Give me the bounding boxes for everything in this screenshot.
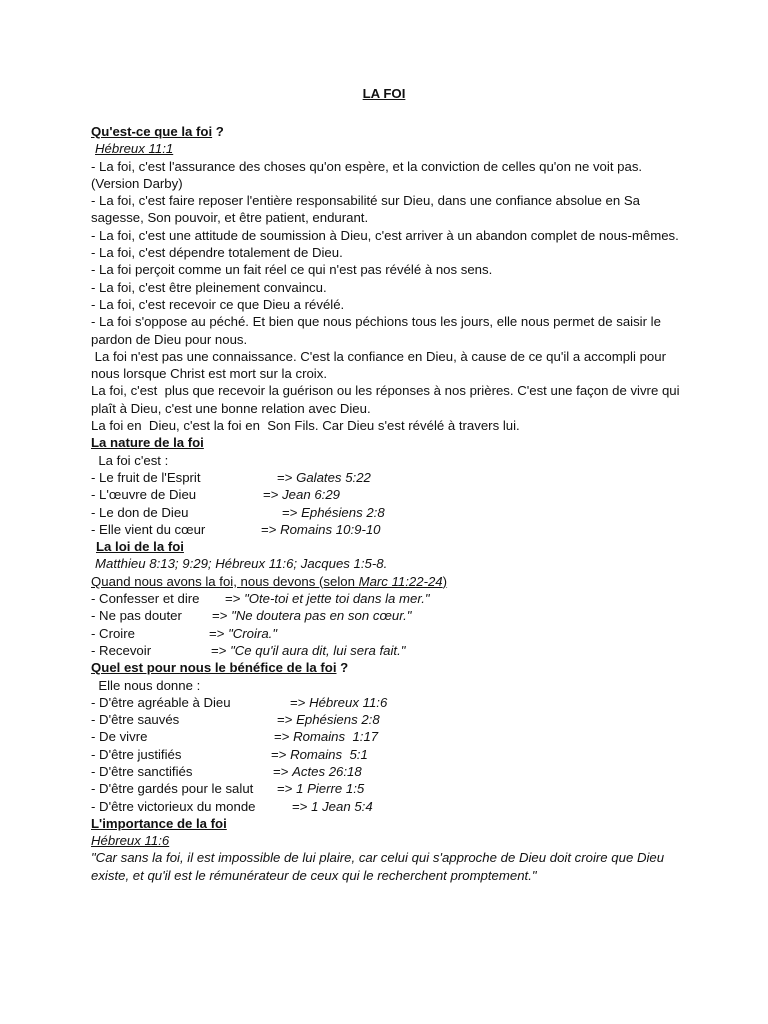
scripture-references: Matthieu 8:13; 9:29; Hébreux 11:6; Jacques 1:5-8. bbox=[95, 556, 388, 572]
document-body bbox=[91, 123, 687, 884]
list-item: - Le fruit de l'Esprit => Galates 5:22 bbox=[91, 469, 371, 485]
list-intro: Elle nous donne : bbox=[91, 677, 201, 693]
list-item: - D'être victorieux du monde => 1 Jean 5:4 bbox=[91, 798, 373, 814]
paragraph: - La foi, c'est dépendre totalement de Dieu. bbox=[91, 245, 343, 261]
paragraph: - La foi s'oppose au péché. Et bien que nous péchions tous les jours, elle nous permet de saisir le pardon de Dieu pour nous. bbox=[91, 314, 661, 347]
document-title: LA FOI bbox=[362, 86, 406, 101]
list-item: - Confesser et dire => "Ote-toi et jette toi dans la mer." bbox=[91, 591, 430, 607]
scripture-quote: "Car sans la foi, il est impossible de lui plaire, car celui qui s'approche de Dieu doit croire que Dieu existe, et qu'il est le rémunérateur de ceux qui le recherchent promptement." bbox=[91, 850, 665, 883]
list-item: - Croire => "Croira." bbox=[91, 625, 278, 641]
list-item: - Elle vient du cœur => Romains 10:9-10 bbox=[91, 521, 381, 537]
list-item: - De vivre => Romains 1:17 bbox=[91, 729, 379, 745]
list-item: - Ne pas douter => "Ne doutera pas en son cœur." bbox=[91, 608, 412, 624]
paragraph: - La foi, c'est une attitude de soumission à Dieu, c'est arriver à un abandon complet de nous-mêmes. bbox=[91, 227, 679, 243]
list-item: - D'être sanctifiés => Actes 26:18 bbox=[91, 763, 362, 779]
paragraph: - La foi, c'est faire reposer l'entière responsabilité sur Dieu, dans une confiance absolue en Sa sagesse, Son pouvoir, et être patient, endurant. bbox=[91, 193, 640, 226]
nature-list bbox=[91, 469, 687, 538]
paragraph: La foi, c'est plus que recevoir la guérison ou les réponses à nos prières. C'est une façon de vivre qui plaît à Dieu, c'est une bonne relation avec Dieu. bbox=[91, 383, 684, 416]
paragraph: - La foi, c'est recevoir ce que Dieu a révélé. bbox=[91, 296, 345, 312]
paragraph: - La foi, c'est l'assurance des choses qu'on espère, et la conviction de celles qu'on ne voit pas. (Version Darby) bbox=[91, 158, 643, 191]
section-heading-benefit-of-faith: Quel est pour nous le bénéfice de la foi ? bbox=[91, 660, 349, 676]
list-intro: La foi c'est : bbox=[91, 452, 169, 468]
list-item: - D'être gardés pour le salut => 1 Pierre 1:5 bbox=[91, 781, 365, 797]
list-item: - D'être agréable à Dieu => Hébreux 11:6 bbox=[91, 694, 388, 710]
section-heading-what-is-faith: Qu'est-ce que la foi ? bbox=[91, 124, 224, 139]
section-heading-importance-of-faith: L'importance de la foi bbox=[91, 815, 227, 831]
benefit-list bbox=[91, 694, 687, 815]
obligation-list bbox=[91, 590, 687, 659]
obligation-intro: Quand nous avons la foi, nous devons (selon Marc 11:22-24) bbox=[91, 573, 448, 589]
paragraph: La foi n'est pas une connaissance. C'est la confiance en Dieu, à cause de ce qu'il a accompli pour nous lorsque Christ est mort sur la croix. bbox=[91, 348, 670, 382]
paragraph: La foi en Dieu, c'est la foi en Son Fils. Car Dieu s'est révélé à travers lui. bbox=[91, 418, 520, 434]
scripture-reference: Hébreux 11:1 bbox=[95, 141, 174, 157]
list-item: - Le don de Dieu => Ephésiens 2:8 bbox=[91, 504, 385, 520]
section-heading-nature-of-faith: La nature de la foi bbox=[91, 435, 204, 451]
paragraph: - La foi, c'est être pleinement convaincu. bbox=[91, 279, 327, 295]
list-item: - D'être sauvés => Ephésiens 2:8 bbox=[91, 712, 380, 728]
list-item: - D'être justifiés => Romains 5:1 bbox=[91, 746, 368, 762]
paragraph: - La foi perçoit comme un fait réel ce qui n'est pas révélé à nos sens. bbox=[91, 262, 493, 278]
list-item: - L'œuvre de Dieu => Jean 6:29 bbox=[91, 487, 341, 503]
section-heading-law-of-faith: La loi de la foi bbox=[96, 539, 184, 555]
list-item: - Recevoir => "Ce qu'il aura dit, lui sera fait." bbox=[91, 642, 406, 658]
scripture-reference: Hébreux 11:6 bbox=[91, 833, 170, 849]
